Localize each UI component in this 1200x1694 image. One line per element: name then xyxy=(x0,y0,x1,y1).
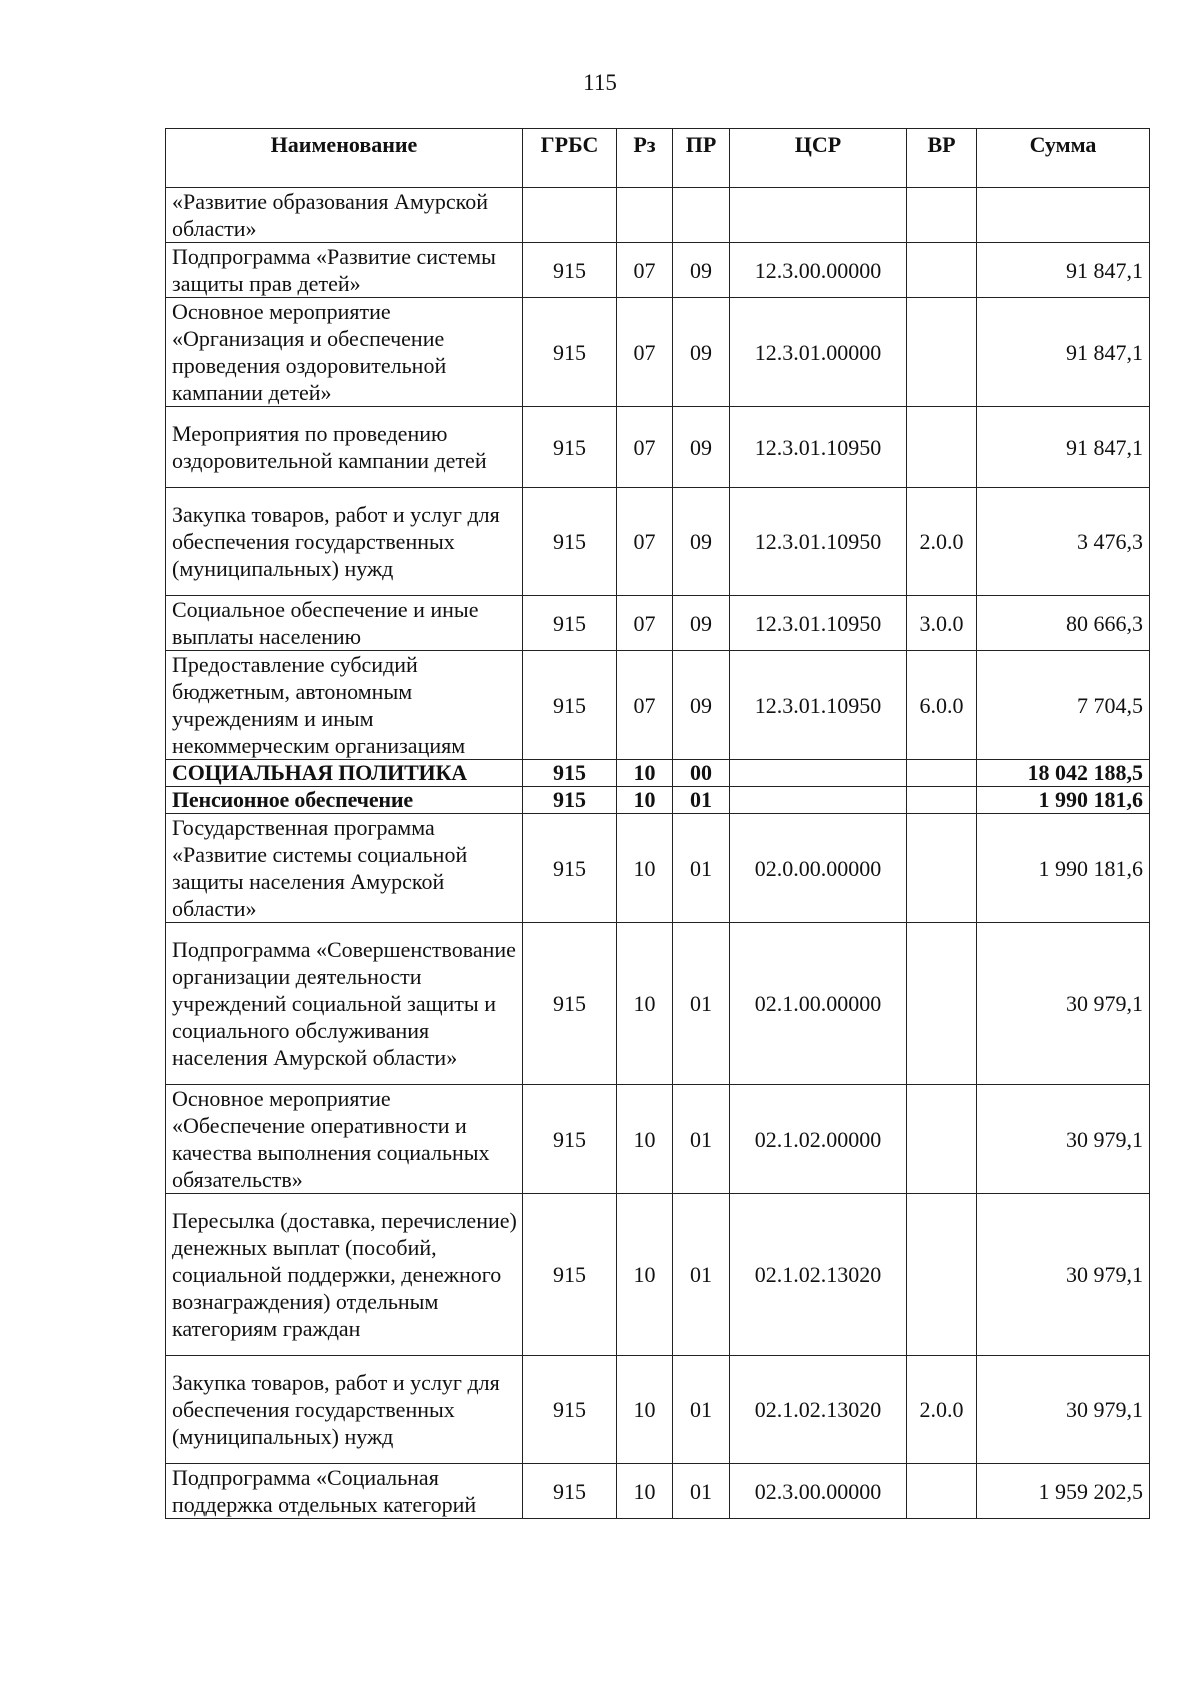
cell-pr: 01 xyxy=(673,1464,730,1519)
cell-rz: 10 xyxy=(617,1085,673,1194)
cell-rz: 07 xyxy=(617,488,673,596)
cell-name: «Развитие образования Амурской области» xyxy=(166,188,523,243)
cell-grbs: 915 xyxy=(523,651,617,760)
cell-rz: 07 xyxy=(617,298,673,407)
cell-pr: 01 xyxy=(673,923,730,1085)
cell-sum: 30 979,1 xyxy=(977,1194,1150,1356)
cell-rz: 10 xyxy=(617,1464,673,1519)
cell-vr xyxy=(907,787,977,814)
cell-pr: 00 xyxy=(673,760,730,787)
cell-name: Основное мероприятие «Обеспечение оперативности и качества выполнения социальных обязательств» xyxy=(166,1085,523,1194)
table-row xyxy=(166,1085,1150,1194)
cell-grbs: 915 xyxy=(523,1085,617,1194)
header-vr: ВР xyxy=(907,129,977,188)
header-sum: Сумма xyxy=(977,129,1150,188)
header-pr: ПР xyxy=(673,129,730,188)
cell-grbs: 915 xyxy=(523,596,617,651)
cell-pr: 09 xyxy=(673,651,730,760)
table-row xyxy=(166,1464,1150,1519)
table-row xyxy=(166,651,1150,760)
cell-vr xyxy=(907,1194,977,1356)
cell-name: Подпрограмма «Развитие системы защиты прав детей» xyxy=(166,243,523,298)
cell-pr: 09 xyxy=(673,596,730,651)
table-row xyxy=(166,596,1150,651)
table-header-row xyxy=(166,129,1150,188)
cell-vr xyxy=(907,1085,977,1194)
cell-name: Подпрограмма «Совершенствование организации деятельности учреждений социальной защиты и социального обслуживания населения Амурской области» xyxy=(166,923,523,1085)
cell-name: Закупка товаров, работ и услуг для обеспечения государственных (муниципальных) нужд xyxy=(166,1356,523,1464)
cell-name: Мероприятия по проведению оздоровительной кампании детей xyxy=(166,407,523,488)
cell-rz xyxy=(617,188,673,243)
cell-csr: 02.1.02.00000 xyxy=(730,1085,907,1194)
cell-csr xyxy=(730,760,907,787)
cell-name: СОЦИАЛЬНАЯ ПОЛИТИКА xyxy=(166,760,523,787)
cell-rz: 10 xyxy=(617,1356,673,1464)
cell-name: Пенсионное обеспечение xyxy=(166,787,523,814)
cell-sum: 30 979,1 xyxy=(977,923,1150,1085)
cell-vr xyxy=(907,407,977,488)
cell-sum: 18 042 188,5 xyxy=(977,760,1150,787)
header-grbs: ГРБС xyxy=(523,129,617,188)
cell-name: Государственная программа «Развитие системы социальной защиты населения Амурской области» xyxy=(166,814,523,923)
cell-pr: 09 xyxy=(673,243,730,298)
cell-csr: 02.1.00.00000 xyxy=(730,923,907,1085)
cell-csr: 02.1.02.13020 xyxy=(730,1356,907,1464)
table-row xyxy=(166,407,1150,488)
cell-pr: 09 xyxy=(673,298,730,407)
cell-grbs: 915 xyxy=(523,760,617,787)
cell-vr xyxy=(907,298,977,407)
table-row-section xyxy=(166,787,1150,814)
table-row xyxy=(166,188,1150,243)
cell-csr: 12.3.01.10950 xyxy=(730,488,907,596)
cell-vr xyxy=(907,1464,977,1519)
cell-vr: 2.0.0 xyxy=(907,1356,977,1464)
cell-pr: 01 xyxy=(673,1356,730,1464)
cell-rz: 10 xyxy=(617,814,673,923)
table-row-section xyxy=(166,760,1150,787)
cell-sum: 91 847,1 xyxy=(977,298,1150,407)
table-row xyxy=(166,923,1150,1085)
cell-vr xyxy=(907,923,977,1085)
table-row xyxy=(166,243,1150,298)
cell-sum: 3 476,3 xyxy=(977,488,1150,596)
cell-sum: 91 847,1 xyxy=(977,243,1150,298)
budget-table xyxy=(165,128,1150,1519)
cell-pr: 01 xyxy=(673,1085,730,1194)
cell-vr xyxy=(907,814,977,923)
cell-pr: 01 xyxy=(673,814,730,923)
cell-pr: 09 xyxy=(673,488,730,596)
cell-vr: 3.0.0 xyxy=(907,596,977,651)
cell-grbs: 915 xyxy=(523,923,617,1085)
cell-rz: 10 xyxy=(617,760,673,787)
table-row xyxy=(166,1356,1150,1464)
cell-rz: 07 xyxy=(617,407,673,488)
cell-grbs: 915 xyxy=(523,1464,617,1519)
cell-grbs: 915 xyxy=(523,814,617,923)
cell-pr xyxy=(673,188,730,243)
cell-pr: 01 xyxy=(673,1194,730,1356)
cell-sum xyxy=(977,188,1150,243)
cell-sum: 30 979,1 xyxy=(977,1085,1150,1194)
table-row xyxy=(166,298,1150,407)
cell-csr: 12.3.01.00000 xyxy=(730,298,907,407)
cell-csr: 02.3.00.00000 xyxy=(730,1464,907,1519)
cell-grbs: 915 xyxy=(523,787,617,814)
cell-vr: 2.0.0 xyxy=(907,488,977,596)
cell-grbs: 915 xyxy=(523,1194,617,1356)
table-row xyxy=(166,488,1150,596)
cell-rz: 07 xyxy=(617,243,673,298)
cell-csr: 12.3.01.10950 xyxy=(730,407,907,488)
cell-sum: 80 666,3 xyxy=(977,596,1150,651)
cell-name: Основное мероприятие «Организация и обеспечение проведения оздоровительной кампании детей» xyxy=(166,298,523,407)
cell-csr: 02.0.00.00000 xyxy=(730,814,907,923)
cell-csr xyxy=(730,787,907,814)
cell-vr xyxy=(907,760,977,787)
cell-sum: 91 847,1 xyxy=(977,407,1150,488)
cell-name: Предоставление субсидий бюджетным, автономным учреждениям и иным некоммерческим организациям xyxy=(166,651,523,760)
cell-vr: 6.0.0 xyxy=(907,651,977,760)
cell-rz: 10 xyxy=(617,923,673,1085)
cell-sum: 30 979,1 xyxy=(977,1356,1150,1464)
cell-sum: 1 959 202,5 xyxy=(977,1464,1150,1519)
cell-grbs: 915 xyxy=(523,407,617,488)
cell-sum: 7 704,5 xyxy=(977,651,1150,760)
cell-csr: 12.3.01.10950 xyxy=(730,651,907,760)
table-row xyxy=(166,814,1150,923)
cell-rz: 07 xyxy=(617,596,673,651)
cell-sum: 1 990 181,6 xyxy=(977,814,1150,923)
cell-grbs: 915 xyxy=(523,243,617,298)
cell-grbs: 915 xyxy=(523,1356,617,1464)
cell-csr: 12.3.00.00000 xyxy=(730,243,907,298)
cell-grbs xyxy=(523,188,617,243)
cell-vr xyxy=(907,188,977,243)
cell-csr: 12.3.01.10950 xyxy=(730,596,907,651)
cell-pr: 01 xyxy=(673,787,730,814)
cell-vr xyxy=(907,243,977,298)
cell-grbs: 915 xyxy=(523,298,617,407)
cell-rz: 07 xyxy=(617,651,673,760)
cell-grbs: 915 xyxy=(523,488,617,596)
page-number: 115 xyxy=(583,70,617,95)
table-row xyxy=(166,1194,1150,1356)
cell-name: Закупка товаров, работ и услуг для обеспечения государственных (муниципальных) нужд xyxy=(166,488,523,596)
cell-pr: 09 xyxy=(673,407,730,488)
cell-name: Подпрограмма «Социальная поддержка отдельных категорий xyxy=(166,1464,523,1519)
cell-csr xyxy=(730,188,907,243)
cell-csr: 02.1.02.13020 xyxy=(730,1194,907,1356)
cell-name: Пересылка (доставка, перечисление) денежных выплат (пособий, социальной поддержки, денежного вознаграждения) отдельным категориям граждан xyxy=(166,1194,523,1356)
cell-rz: 10 xyxy=(617,1194,673,1356)
cell-name: Социальное обеспечение и иные выплаты населению xyxy=(166,596,523,651)
header-rz: Рз xyxy=(617,129,673,188)
header-csr: ЦСР xyxy=(730,129,907,188)
header-name: Наименование xyxy=(166,129,523,188)
cell-rz: 10 xyxy=(617,787,673,814)
cell-sum: 1 990 181,6 xyxy=(977,787,1150,814)
